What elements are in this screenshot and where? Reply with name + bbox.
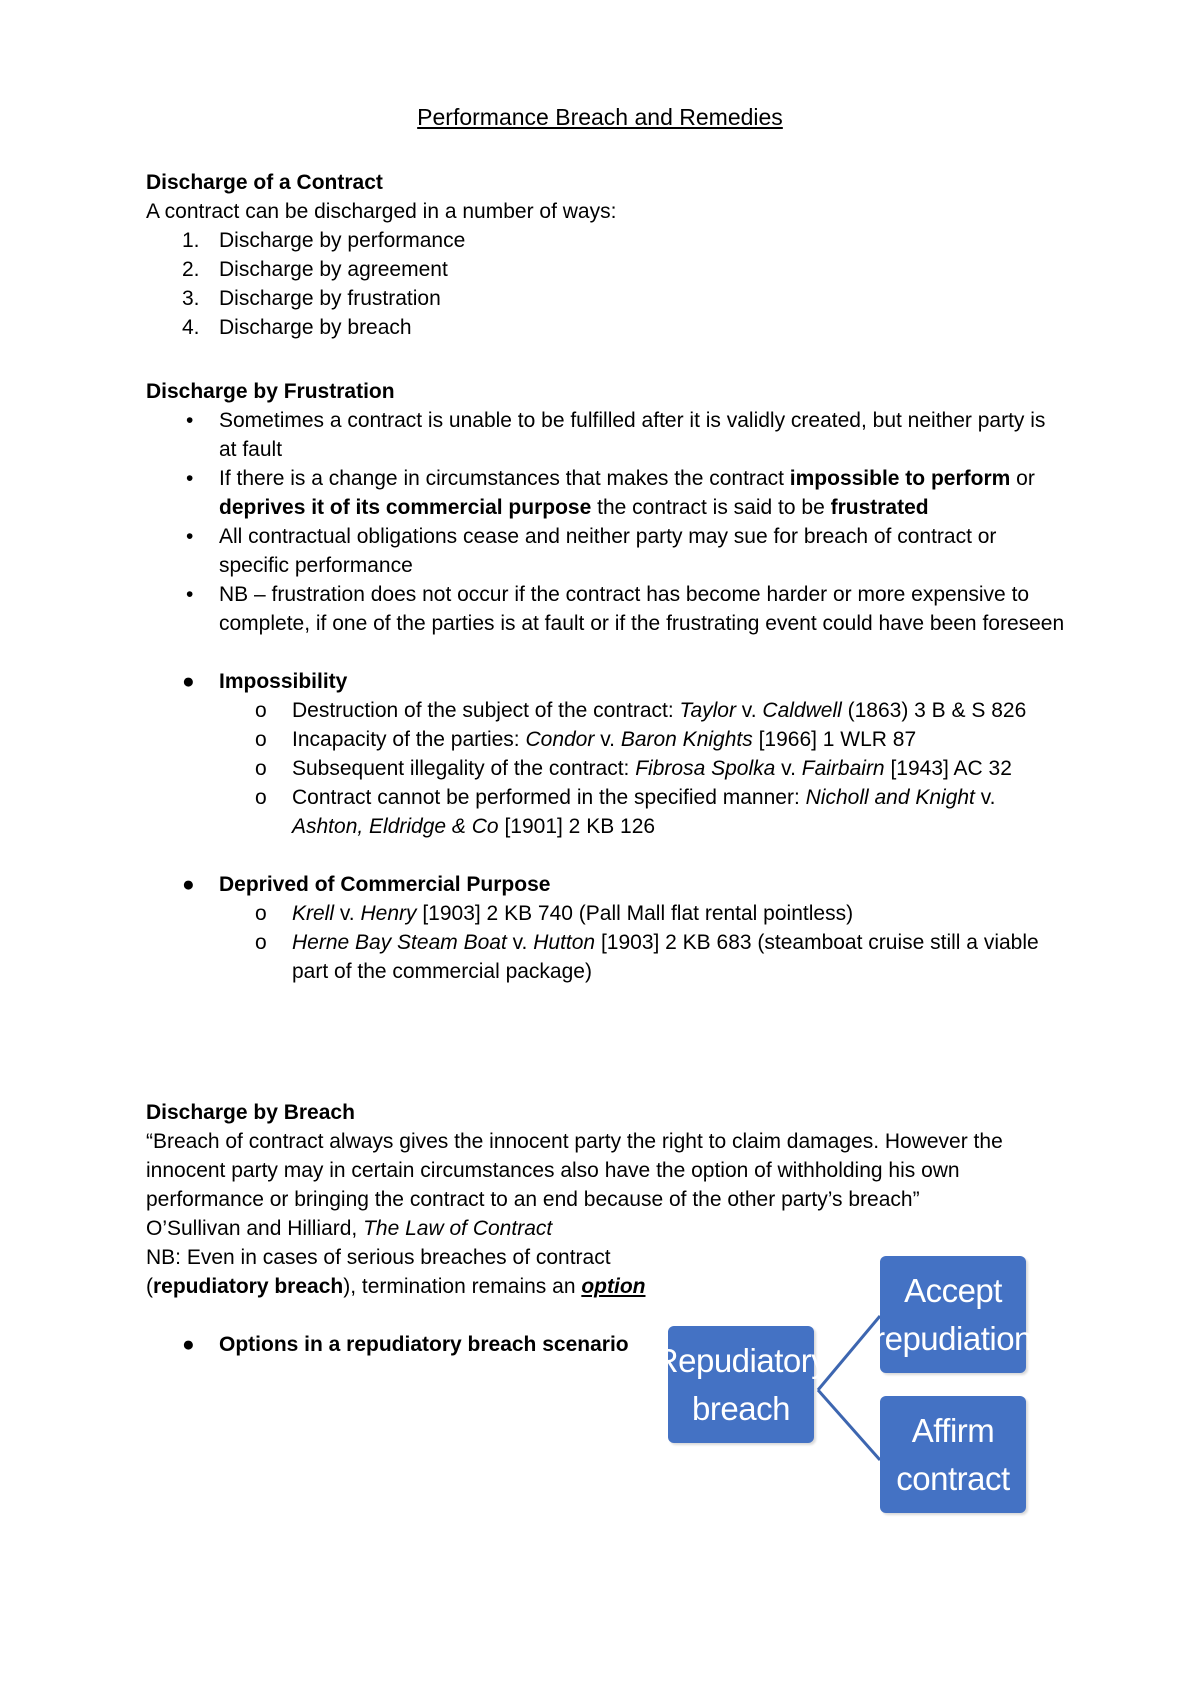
section-discharge-of-contract bbox=[146, 168, 1066, 342]
list-item: 4. Discharge by breach bbox=[182, 316, 412, 339]
repudiatory-breach-diagram bbox=[654, 1256, 1048, 1526]
citation: O’Sullivan and Hilliard, The Law of Contract bbox=[146, 1217, 553, 1240]
sub-item: o Contract cannot be performed in the specified manner: Nicholl and Knight v. Ashton, Eldridge & Co [1901] 2 KB 126 bbox=[255, 786, 996, 838]
bullet-item: ● Impossibility bbox=[182, 670, 348, 693]
box-affirm-contract: Affirm contract bbox=[880, 1396, 1026, 1513]
sub-item: o Incapacity of the parties: Condor v. Baron Knights [1966] 1 WLR 87 bbox=[255, 728, 917, 751]
bullet-item: • NB – frustration does not occur if the contract has become harder or more expensive to complete, if one of the parties is at fault or if the frustrating event could have been foreseen bbox=[186, 583, 1065, 635]
section-heading: Discharge by Frustration bbox=[146, 380, 395, 403]
bullet-item: • If there is a change in circumstances that makes the contract impossible to perform or deprives it of its commercial purpose the contract is said to be frustrated bbox=[186, 467, 1035, 519]
sub-item: o Subsequent illegality of the contract: Fibrosa Spolka v. Fairbairn [1943] AC 32 bbox=[255, 757, 1012, 780]
section-heading: Discharge by Breach bbox=[146, 1101, 355, 1124]
bullet-item: • All contractual obligations cease and neither party may sue for breach of contract or specific performance bbox=[186, 525, 997, 577]
bullet-item: ● Deprived of Commercial Purpose bbox=[182, 873, 551, 896]
section-discharge-by-frustration bbox=[146, 377, 1066, 986]
sub-item: o Herne Bay Steam Boat v. Hutton [1903] 2 KB 683 (steamboat cruise still a viable part of the commercial package) bbox=[255, 931, 1039, 983]
box-accept-repudiation: Accept repudiation bbox=[880, 1256, 1026, 1373]
box-repudiatory-breach: Repudiatory breach bbox=[668, 1326, 814, 1443]
sub-item: o Destruction of the subject of the contract: Taylor v. Caldwell (1863) 3 B & S 826 bbox=[255, 699, 1027, 722]
connector-line-affirm bbox=[818, 1390, 880, 1460]
nb-note: NB: Even in cases of serious breaches of contract (repudiatory breach), termination remains an option bbox=[146, 1246, 646, 1298]
page-title: Performance Breach and Remedies bbox=[417, 104, 783, 130]
list-item: 3. Discharge by frustration bbox=[182, 287, 441, 310]
quote-text: “Breach of contract always gives the innocent party the right to claim damages. However the innocent party may in certain circumstances also have the option of withholding his own performance or bringing the contract to an end because of the other party’s breach” bbox=[146, 1130, 1003, 1211]
section-heading: Discharge of a Contract bbox=[146, 171, 383, 194]
sub-item: o Krell v. Henry [1903] 2 KB 740 (Pall Mall flat rental pointless) bbox=[255, 902, 854, 925]
intro-text: A contract can be discharged in a number of ways: bbox=[146, 200, 617, 223]
bullet-item: • Sometimes a contract is unable to be fulfilled after it is validly created, but neither party is at fault bbox=[186, 409, 1046, 461]
list-item: 2. Discharge by agreement bbox=[182, 258, 448, 281]
bullet-item: ● Options in a repudiatory breach scenario bbox=[182, 1333, 629, 1356]
connector-line-accept bbox=[818, 1316, 880, 1390]
list-item: 1. Discharge by performance bbox=[182, 229, 466, 252]
